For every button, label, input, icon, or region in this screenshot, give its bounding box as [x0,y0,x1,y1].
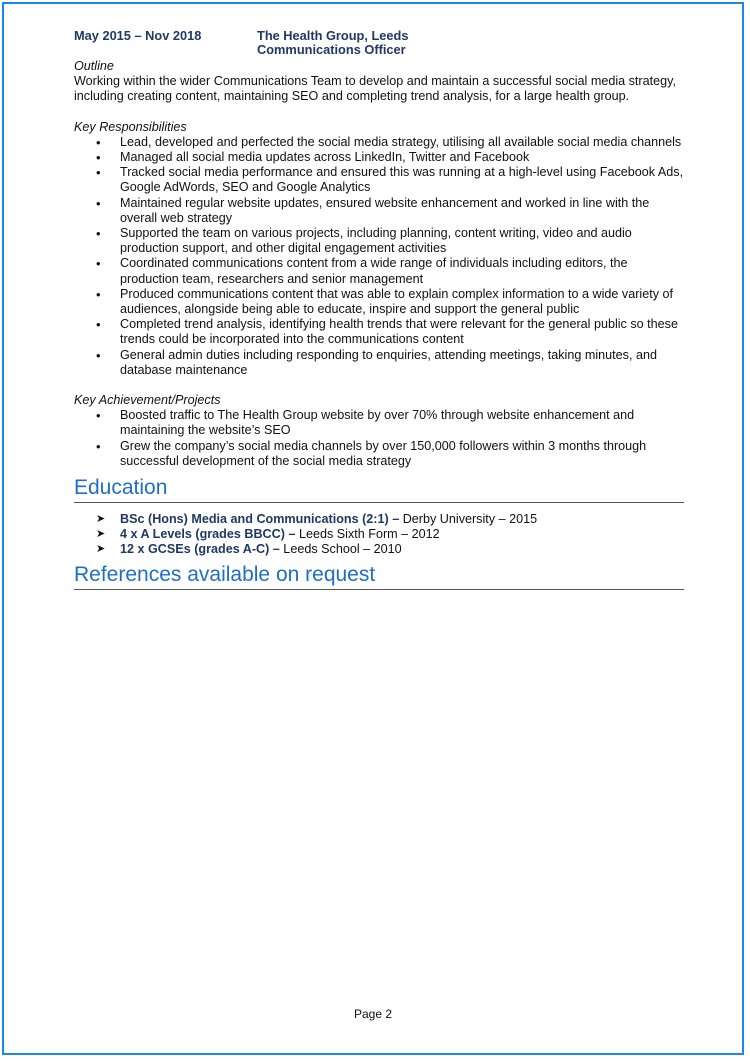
education-list [74,512,684,557]
education-item [74,542,684,557]
list-item: • Supported the team on various projects, including planning, content writing, video and audio production support, and other digital engagement activities [74,226,684,256]
list-item: • Boosted traffic to The Health Group website by over 70% through website enhancement and maintaining the website’s SEO [74,408,684,438]
education-heading: Education [74,476,684,503]
list-item: • Produced communications content that was able to explain complex information to a wide variety of audiences, alongside being able to educate, inspire and support the general public [74,287,684,317]
achievements-list [74,408,684,469]
cv-page [2,2,744,1055]
job-dates: May 2015 – Nov 2018 [74,28,202,43]
outline-text: Working within the wider Communications Team to develop and maintain a successful social media strategy, including creating content, maintaining SEO and completing trend analysis, for a large health group. [74,74,676,104]
achievements-heading: Key Achievement/Projects [74,393,221,408]
list-item: • Maintained regular website updates, ensured website enhancement and worked in line with the overall web strategy [74,196,684,226]
job-title-block [257,29,408,57]
education-qualification: 12 x GCSEs (grades A-C) – [120,542,280,557]
education-detail: Derby University – 2015 [399,512,538,527]
list-item: • Coordinated communications content from a wide range of individuals including editors, the production team, researchers and senior management [74,256,684,286]
education-qualification: BSc (Hons) Media and Communications (2:1) – [120,512,400,527]
education-qualification: 4 x A Levels (grades BBCC) – [120,527,296,542]
responsibilities-heading: Key Responsibilities [74,119,187,134]
arrow-bullet-icon: ➤ [96,513,106,526]
outline-heading: Outline [74,59,114,73]
list-item: • General admin duties including responding to enquiries, attending meetings, taking minutes, and database maintenance [74,348,684,378]
cv-content [74,29,684,590]
list-item: • Completed trend analysis, identifying health trends that were relevant for the general public so these trends could be incorporated into the communications content [74,317,684,347]
job-role: Communications Officer [257,42,406,57]
arrow-bullet-icon: ➤ [96,528,106,541]
references-heading: References available on request [74,563,684,590]
list-item: • Grew the company’s social media channels by over 150,000 followers within 3 months through successful development of the social media strategy [74,439,684,469]
responsibilities-list [74,135,684,378]
education-detail: Leeds School – 2010 [279,542,402,557]
page-number: Page 2 [353,1007,393,1021]
education-detail: Leeds Sixth Form – 2012 [295,527,440,542]
list-item: • Managed all social media updates across LinkedIn, Twitter and Facebook [74,150,684,165]
job-header [74,29,684,57]
list-item: • Lead, developed and perfected the social media strategy, utilising all available social media channels [74,135,684,150]
education-item [74,512,684,527]
job-employer: The Health Group, Leeds [257,28,409,43]
list-item: • Tracked social media performance and ensured this was running at a high-level using Facebook Ads, Google AdWords, SEO and Google Analytics [74,165,684,195]
education-item [74,527,684,542]
arrow-bullet-icon: ➤ [96,543,106,556]
